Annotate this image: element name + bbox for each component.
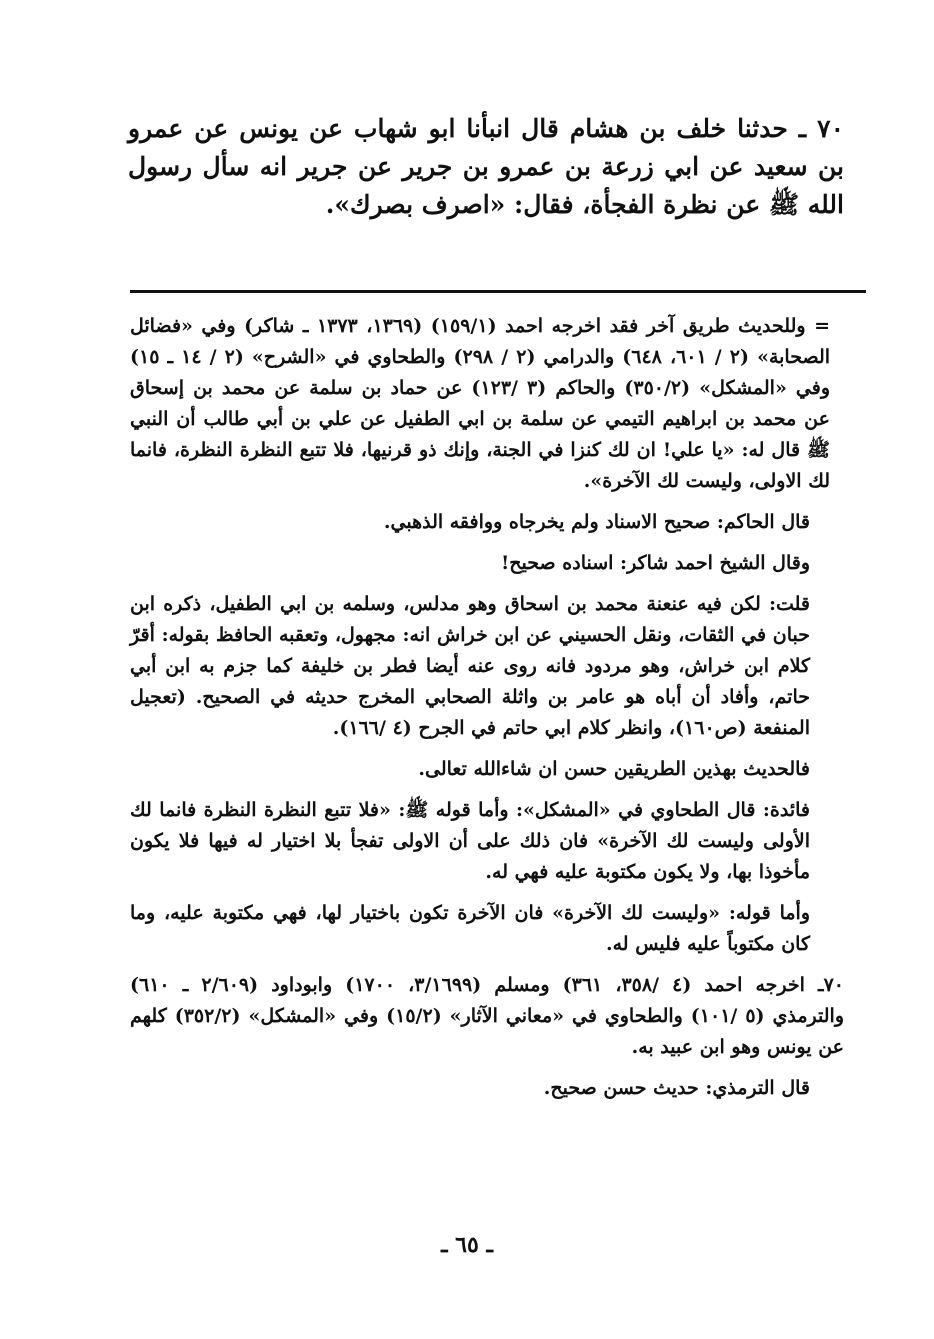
footnote-paragraph: وقال الشيخ احمد شاكر: اسناده صحيح! <box>500 552 810 574</box>
footnote-paragraph: قلت: لكن فيه عنعنة محمد بن اسحاق وهو مدلس، وسلمه بن ابي الطفيل، ذكره ابن حبان في الثقات، ونقل الحسيني عن ابن خراش انه: مجهول، وتعقبه الحافظ بقوله: أقرّ كلام ابن خراش، وهو مردود فانه روى عنه أيضا فطر بن خليفة كما جزم به ابن أبي حاتم، وأفاد أن أباه هو عامر بن واثلة الصحابي المخرج حديثه في الصحيح. (تعجيل المنفعة (ص١٦٠)، وانظر كلام ابي حاتم في الجرح (٤ /١٦٦). <box>130 593 810 739</box>
footnote-paragraph: فالحديث بهذين الطريقين حسن ان شاءالله تعالى. <box>418 758 810 780</box>
footnotes-section <box>130 311 844 1114</box>
footnote-paragraph: = وللحديث طريق آخر فقد اخرجه احمد (١٥٩/١) (١٣٦٩، ١٣٧٣ ـ شاكر) وفي «فضائل الصحابة» (٢ / ٦٠١، ٦٤٨) والدرامي (٢ / ٢٩٨) والطحاوي في «الشرح» (٢ / ١٤ ـ ١٥) وفي «المشكل» (٣٥٠/٢) والحاكم (٣ /١٢٣) عن حماد بن سلمة عن محمد بن إسحاق عن محمد بن ابراهيم التيمي عن سلمة بن ابي الطفيل عن علي بن أبي طالب أن النبي ﷺ قال له: «يا علي! ان لك كنزا في الجنة، وإنك ذو قرنيها، فلا تتبع النظرة النظرة، فانما لك الاولى، وليست لك الآخرة». <box>130 315 831 492</box>
footnote-paragraph: قال الحاكم: صحيح الاسناد ولم يخرجاه ووافقه الذهبي. <box>383 511 810 533</box>
footnote-paragraph: فائدة: قال الطحاوي في «المشكل»: وأما قوله ﷺ: «فلا تتبع النظرة النظرة فانما لك الأولى وليست لك الآخرة» فان ذلك على أن الاولى تفجأ بلا اختيار له فيها فلا يكون مأخوذا بها، ولا يكون مكتوبة عليه فهي له. <box>130 799 810 883</box>
footnote-divider <box>130 290 866 293</box>
main-hadith-text: ٧٠ ـ حدثنا خلف بن هشام قال انبأنا ابو شهاب عن يونس عن عمرو بن سعيد عن ابي زرعة بن عمرو بن جرير عن جرير انه سأل رسول الله ﷺ عن نظرة الفجأة، فقال: «اصرف بصرك». <box>128 114 844 219</box>
footnote-paragraph: وأما قوله: «وليست لك الآخرة» فان الآخرة تكون باختيار لها، فهي مكتوبة عليه، وما كان مكتوباً عليه فليس له. <box>130 902 810 955</box>
footnote-paragraph: قال الترمذي: حديث حسن صحيح. <box>543 1077 810 1099</box>
page-number: ـ ٦٥ ـ <box>441 1232 493 1258</box>
footnote-paragraph: ٧٠ـ اخرجه احمد (٤ /٣٥٨، ٣٦١) ومسلم (٣/١٦٩٩، ١٧٠٠) وابوداود (٢/٦٠٩ ـ ٦١٠) والترمذي (٥ /١٠١) والطحاوي في «معاني الآثار» (١٥/٢) وفي «المشكل» (٣٥٢/٢) كلهم عن يونس وهو ابن عبيد به. <box>130 974 844 1058</box>
